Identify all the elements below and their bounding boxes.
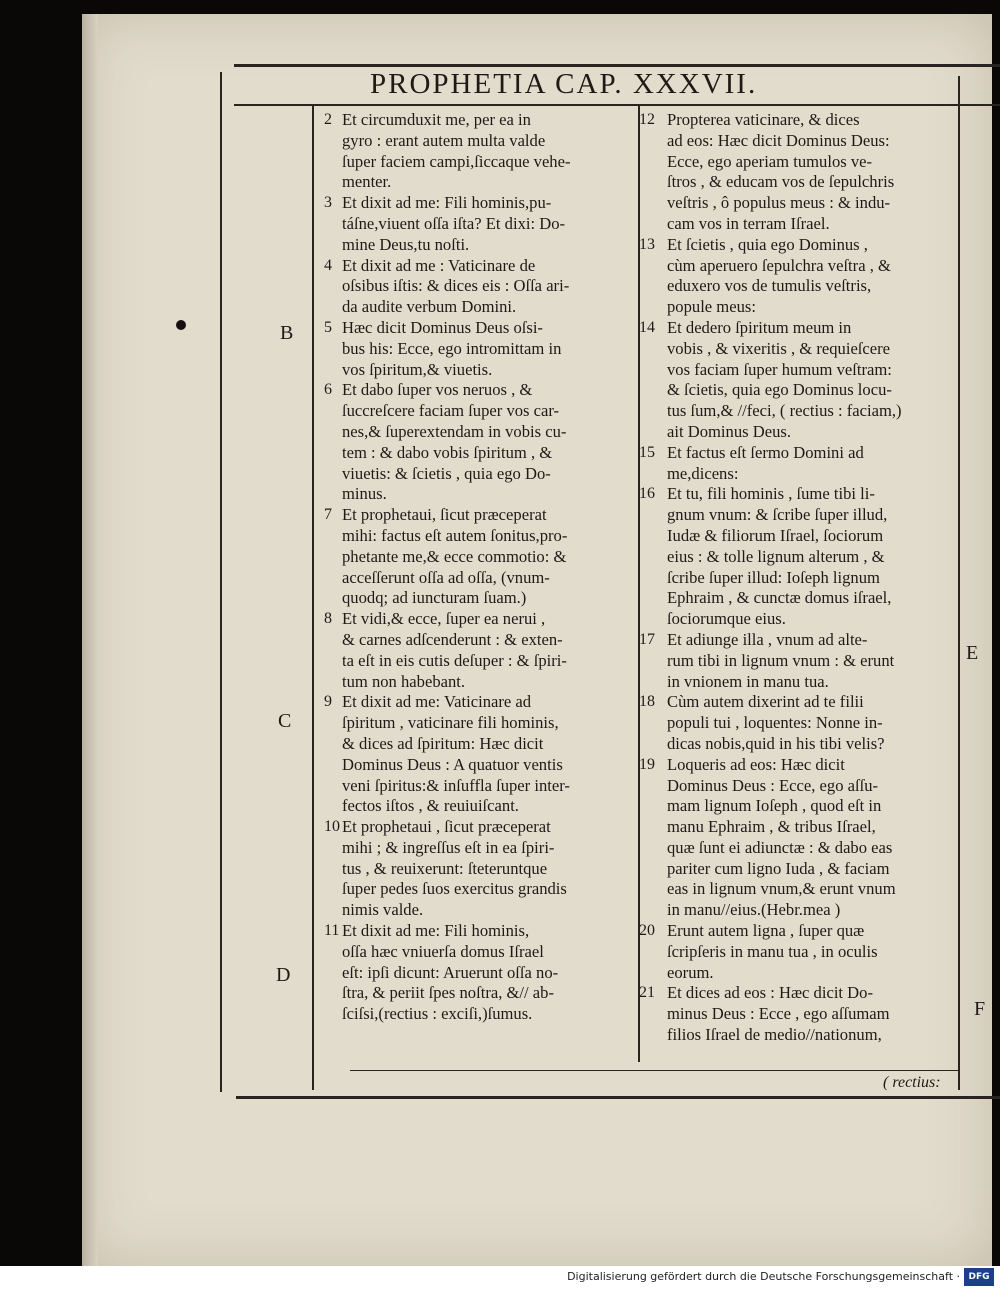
verse-line: Et dixit ad me : Vaticinare de: [342, 255, 536, 275]
verse-line: Et dixit ad me: Fili hominis,: [342, 921, 530, 941]
verse: [324, 255, 634, 318]
verse-line: eſt: ipſi dicunt: Aruerunt oſſa no-: [342, 962, 559, 982]
verse-line: Et dedero ſpiritum meum in: [667, 317, 852, 337]
verse-line: & ſcietis, quia ego Dominus locu-: [667, 380, 892, 400]
verse-line: minus Deus : Ecce , ego aſſumam: [667, 1004, 890, 1024]
verse-line: minus.: [342, 484, 387, 504]
verse: [639, 692, 959, 754]
bottom-rule-inner: [350, 1070, 960, 1071]
verse-line: oſſa hæc vniuerſa domus Iſrael: [342, 941, 544, 961]
verse-line: manu Ephraim , & tribus Iſrael,: [667, 817, 876, 837]
verse-line: mam lignum Ioſeph , quod eſt in: [667, 796, 882, 816]
verse-number: 12: [639, 111, 655, 128]
verse-line: Hæc dicit Dominus Deus oſsi-: [342, 317, 543, 337]
verse: [324, 110, 634, 193]
margin-letter-c: C: [278, 710, 292, 732]
verse-line: Erunt autem ligna , ſuper quæ: [667, 921, 865, 941]
verse-line: vos ſpiritum,& viuetis.: [342, 359, 493, 379]
verse-line: mihi: factus eſt autem ſonitus,pro-: [342, 525, 568, 545]
verse-number: 20: [639, 922, 655, 940]
verse-line: ſciſsi,(rectius : exciſi,)ſumus.: [342, 1004, 533, 1024]
header-rule-top: [234, 64, 1000, 67]
verse-number: 6: [324, 381, 332, 399]
verse-number: 19: [639, 755, 655, 773]
verse: [639, 110, 959, 235]
verse-line: Ephraim , & cunctæ domus iſrael,: [667, 588, 892, 608]
verse-line: Dominus Deus : A quatuor ventis: [342, 754, 563, 774]
verse: [324, 380, 634, 505]
margin-letter-b: B: [280, 322, 294, 344]
verse-number: 13: [639, 235, 655, 253]
verse-number: 9: [324, 693, 332, 711]
verse-line: viuetis: & ſcietis , quia ego Do-: [342, 463, 551, 483]
verse-line: Ecce, ego aperiam tumulos ve-: [667, 151, 873, 171]
verse-number: 21: [639, 984, 655, 1002]
verse-line: Et prophetaui , ſicut præceperat: [342, 817, 551, 837]
dfg-logo: DFG: [964, 1268, 994, 1286]
verse-line: ſuper faciem campi,ſiccaque vehe-: [342, 151, 571, 171]
verse: [324, 609, 634, 692]
verse-line: vobis , & vixeritis , & requieſcere: [667, 338, 891, 358]
verse: [639, 983, 959, 1045]
verse-line: vos faciam ſuper humum veſtram:: [667, 359, 892, 379]
verse-line: Et vidi,& ecce, ſuper ea nerui ,: [342, 609, 546, 629]
bottom-rule: [236, 1096, 1000, 1099]
funding-notice: Digitalisierung gefördert durch die Deutsche Forschungsgemeinschaft ·: [567, 1270, 960, 1283]
verse-line: veſtris , ô populus meus : & indu-: [667, 193, 891, 213]
verse-line: eorum.: [667, 962, 714, 982]
verse-line: filios Iſrael de medio//nationum,: [667, 1025, 882, 1045]
verse: [324, 921, 634, 1025]
verse-number: 5: [324, 318, 332, 336]
verse-line: gnum vnum: & ſcribe ſuper illud,: [667, 505, 888, 525]
verse-line: dicas nobis,quid in his tibi velis?: [667, 733, 885, 753]
verse-line: populi tui , loquentes: Nonne in-: [667, 713, 883, 733]
verse-line: ſpiritum , vaticinare fili hominis,: [342, 713, 559, 733]
verse-number: 7: [324, 506, 332, 524]
verse-line: Loqueris ad eos: Hæc dicit: [667, 754, 845, 774]
verse-line: Et circumduxit me, per ea in: [342, 110, 531, 129]
verse-line: Et dixit ad me: Vaticinare ad: [342, 692, 532, 712]
verse: [324, 817, 634, 921]
verse: [639, 921, 959, 983]
verse-line: popule meus:: [667, 297, 756, 317]
verse-line: eius : & tolle lignum alterum , &: [667, 546, 885, 566]
verse-line: Et dabo ſuper vos neruos , &: [342, 380, 533, 400]
verse-line: gyro : erant autem multa valde: [342, 130, 546, 150]
verse-line: eas in lignum vnum,& erunt vnum: [667, 879, 896, 899]
margin-letter-e: E: [966, 642, 979, 664]
verse-number: 4: [324, 256, 332, 274]
verse: [639, 234, 959, 318]
header-rule-bottom: [234, 104, 1000, 106]
verse-line: pariter cum ligno Iuda , & faciam: [667, 858, 890, 878]
verse-number: 8: [324, 610, 332, 628]
verse-number: 17: [639, 630, 655, 648]
verse: [639, 629, 959, 692]
verse-line: Et ſcietis , quia ego Dominus ,: [667, 234, 868, 254]
frame-left-inner: [312, 106, 314, 1090]
catchword: ( rectius:: [883, 1074, 941, 1091]
verse-line: da audite verbum Domini.: [342, 297, 517, 317]
verse-line: cam vos in terram Iſrael.: [667, 213, 830, 233]
verse-line: ſcripſeris in manu tua , in oculis: [667, 941, 878, 961]
verse-line: in vnionem in manu tua.: [667, 671, 829, 691]
margin-letter-f: F: [974, 998, 986, 1020]
verse-line: ſtra, & periit ſpes noſtra, &// ab-: [342, 983, 554, 1003]
verse-line: in manu//eius.(Hebr.mea ): [667, 900, 841, 920]
page-binding-edge: [82, 14, 98, 1266]
right-column: [639, 110, 959, 1046]
verse-line: mine Deus,tu noſti.: [342, 234, 470, 254]
verse-line: ſuccreſcere faciam ſuper vos car-: [342, 401, 560, 421]
verse-number: 10: [324, 818, 340, 836]
verse-line: ad eos: Hæc dicit Dominus Deus:: [667, 130, 890, 150]
verse: [324, 317, 634, 380]
verse-line: ta eſt in eis cutis deſuper : & ſpiri-: [342, 650, 567, 670]
verse-line: mihi ; & ingreſſus eſt in ea ſpiri-: [342, 837, 555, 857]
verse-line: nes,& ſuperextendam in vobis cu-: [342, 421, 567, 441]
verse-line: ſtros , & educam vos de ſepulchris: [667, 172, 895, 192]
verse-line: Et prophetaui, ſicut præceperat: [342, 505, 547, 525]
verse-number: 18: [639, 693, 655, 711]
verse-line: Dominus Deus : Ecce, ego aſſu-: [667, 775, 879, 795]
verse-line: nimis valde.: [342, 900, 424, 920]
verse-line: tus , & reuixerunt: ſteteruntque: [342, 858, 548, 878]
verse-number: 15: [639, 443, 655, 461]
verse-line: rum tibi in lignum vnum : & erunt: [667, 650, 895, 670]
verse-number: 14: [639, 318, 655, 336]
verse-line: tus ſum,& //feci, ( rectius : faciam,): [667, 401, 902, 421]
verse: [324, 193, 634, 255]
verse-line: & carnes adſcenderunt : & exten-: [342, 629, 563, 649]
verse-line: fectos iſtos , & reuiuiſcant.: [342, 796, 519, 816]
verse-line: Et factus eſt ſermo Domini ad: [667, 442, 864, 462]
verse-line: eduxero vos de tumulis veſtris,: [667, 276, 872, 296]
verse-line: Et tu, fili hominis , ſume tibi li-: [667, 484, 875, 504]
verse-line: oſsibus iſtis: & dices eis : Oſſa ari-: [342, 276, 570, 296]
verse: [324, 505, 634, 609]
verse-line: Et dices ad eos : Hæc dicit Do-: [667, 983, 873, 1003]
margin-dot: [176, 320, 186, 330]
verse-line: Et dixit ad me: Fili hominis,pu-: [342, 193, 552, 213]
verse: [639, 484, 959, 630]
verse-line: ſociorumque eius.: [667, 609, 786, 629]
verse-line: Propterea vaticinare, & dices: [667, 110, 860, 129]
verse-number: 16: [639, 485, 655, 503]
footer-bar: [0, 1266, 1000, 1290]
verse-line: táſne,viuent oſſa iſta? Et dixi: Do-: [342, 213, 566, 233]
verse-line: menter.: [342, 172, 392, 192]
verse-line: cùm aperuero ſepulchra veſtra , &: [667, 255, 891, 275]
verse-line: acceſſerunt oſſa ad oſſa, (vnum-: [342, 567, 550, 587]
verse-line: ſcribe ſuper illud: Ioſeph lignum: [667, 567, 880, 587]
verse: [324, 692, 634, 817]
verse-line: tum non habebant.: [342, 671, 466, 691]
verse-line: Cùm autem dixerint ad te filii: [667, 692, 864, 712]
verse-line: tem : & dabo vobis ſpiritum , &: [342, 442, 553, 462]
frame-left-outer: [220, 72, 222, 1092]
verse-number: 3: [324, 194, 332, 212]
verse: [639, 442, 959, 485]
verse-line: bus his: Ecce, ego intromittam in: [342, 338, 562, 358]
page-title: PROPHETIA CAP. XXXVII.: [370, 68, 758, 100]
margin-letter-d: D: [276, 964, 291, 986]
verse-line: & dices ad ſpiritum: Hæc dicit: [342, 733, 544, 753]
verse-number: 11: [324, 922, 340, 940]
verse-number: 2: [324, 111, 332, 128]
verse-line: ſuper pedes ſuos exercitus grandis: [342, 879, 567, 899]
verse: [639, 754, 959, 921]
verse-line: quæ ſunt ei adiunctæ : & dabo eas: [667, 837, 893, 857]
verse: [639, 317, 959, 443]
verse-line: me,dicens:: [667, 463, 739, 483]
verse-line: Et adiunge illa , vnum ad alte-: [667, 629, 868, 649]
left-column: [324, 110, 634, 1025]
verse-line: phetante me,& ecce commotio: &: [342, 546, 567, 566]
verse-line: quodq; ad iuncturam ſuam.): [342, 588, 527, 608]
verse-line: Iudæ & filiorum Iſrael, ſociorum: [667, 525, 884, 545]
verse-line: veni ſpiritus:& inſuffla ſuper inter-: [342, 775, 570, 795]
verse-line: ait Dominus Deus.: [667, 421, 791, 441]
